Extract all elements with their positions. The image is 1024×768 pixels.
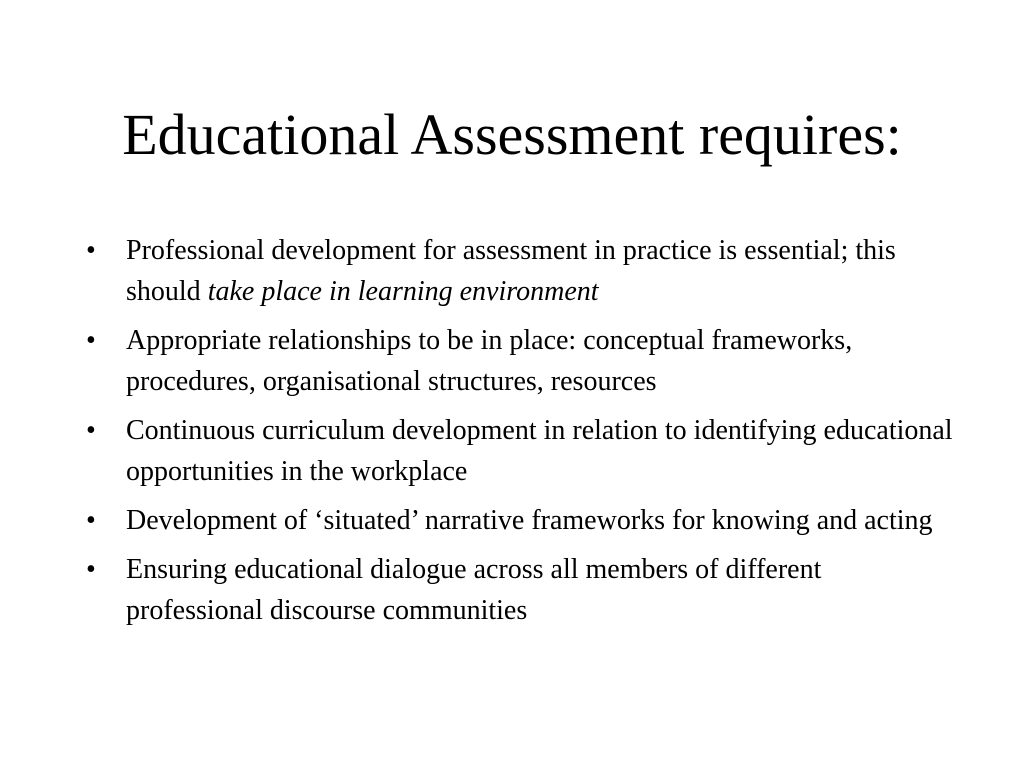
bullet-icon: •	[86, 325, 96, 356]
bullet-icon: •	[86, 235, 96, 266]
bullet-item-4	[80, 500, 960, 541]
bullet-text: Development of ‘situated’ narrative frameworks for knowing and acting	[126, 505, 933, 536]
bullet-item-2	[80, 320, 960, 402]
bullet-icon: •	[86, 415, 96, 446]
bullet-icon: •	[86, 505, 96, 536]
slide-title: Educational Assessment requires:	[122, 102, 902, 167]
bullet-item-5	[80, 549, 960, 631]
bullet-text: Ensuring educational dialogue across all members of different professional discourse communities	[126, 554, 822, 626]
bullet-emphasis-text: take place in learning environment	[207, 276, 599, 307]
bullet-text: Appropriate relationships to be in place: conceptual frameworks, procedures, organisational structures, resources	[126, 325, 853, 397]
bullet-icon: •	[86, 554, 96, 585]
bullet-text: Continuous curriculum development in relation to identifying educational opportunities in the workplace	[126, 415, 953, 487]
bullet-text: Professional development for assessment in practice is essential; this should	[126, 235, 896, 307]
bullet-list	[80, 230, 960, 639]
bullet-item-3	[80, 410, 960, 492]
bullet-item-1	[80, 230, 960, 312]
